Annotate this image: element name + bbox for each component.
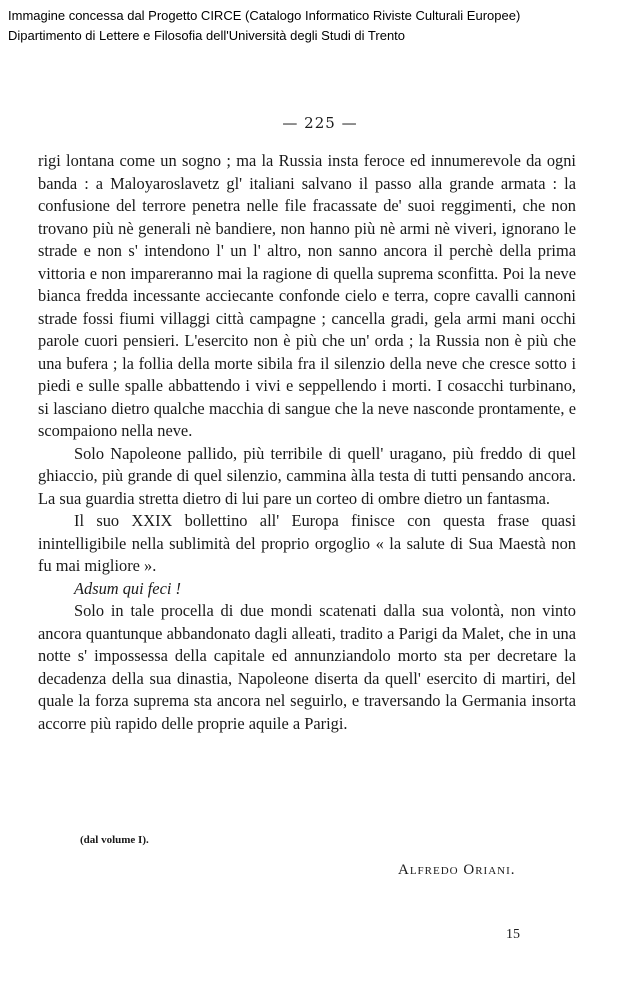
credit-line-2: Dipartimento di Lettere e Filosofia dell'Università degli Studi di Trento <box>8 28 406 43</box>
credit-line-1: Immagine concessa dal Progetto CIRCE (Catalogo Informatico Riviste Culturali Europee) <box>8 8 521 23</box>
footer-number: 15 <box>506 927 520 942</box>
paragraph-bollettino: Il suo XXIX bollettino all' Europa finisce con questa frase quasi inintelligibile nella sublimità del proprio orgoglio « la salute di Sua Maestà non fu mai migliore ». <box>38 511 576 575</box>
paragraph-napoleone: Solo Napoleone pallido, più terribile di quell' uragano, più freddo di quel ghiaccio, più grande di quel silenzio, cammina àlla testa di tutti pensando ancora. La sua guardia stretta dietro di lui pare un corteo di ombre dietro un fantasma. <box>38 443 576 508</box>
author-signature: Alfredo Oriani. <box>398 862 516 878</box>
paragraph-procella: Solo in tale procella di due mondi scatenati dalla sua volontà, non vinto ancora quantunque abbandonato dagli alleati, tradito a Parigi da Malet, che in una notte s' impossessa della capitale ed annunziandolo morto sta per decretare la decadenza della sua dinastia, Napoleone diserta da quell' esercito di martiri, del quale la forza suprema sta ancora nel seguirlo, e traversando la Germania insorta accorre più rapido delle proprie aquile a Parigi. <box>38 601 576 733</box>
article-body <box>38 150 576 735</box>
source-note: (dal volume I). <box>80 834 149 846</box>
page-number: — 225 — <box>282 114 358 132</box>
paragraph-adsum: Adsum qui feci ! <box>74 578 181 598</box>
paragraph-russia: rigi lontana come un sogno ; ma la Russia insta feroce ed innumerevole da ogni banda : a Maloyaroslavetz gl' italiani salvano il passo alla grande armata : la confusione del terrore penetra nelle file fracassate de' suoi reggimenti, che non trovano più nè generali nè bandiere, non hanno più nè armi nè viveri, ignorano le strade e non s' intendono l' un l' altro, non sanno ancora il perchè della prima vittoria e non impareranno mai la ragione di quella suprema sconfitta. Poi la neve bianca fredda incessante acciecante confonde cielo e terra, copre cavalli cannoni strade fossi fiumi villaggi città campagne ; cancella gradi, gela armi mani occhi parole cuori pensieri. L'esercito non è più che un' orda ; la Russia non è più che una bufera ; la follia della morte sibila fra il silenzio della neve che cresce sotto i piedi e sulle spalle abbattendo i vivi e seppellendo i morti. I cosacchi turbinano, si lasciano dietro qualche macchia di sangue che la neve nasconde prontamente, e scompaiono nella neve. <box>38 151 576 440</box>
